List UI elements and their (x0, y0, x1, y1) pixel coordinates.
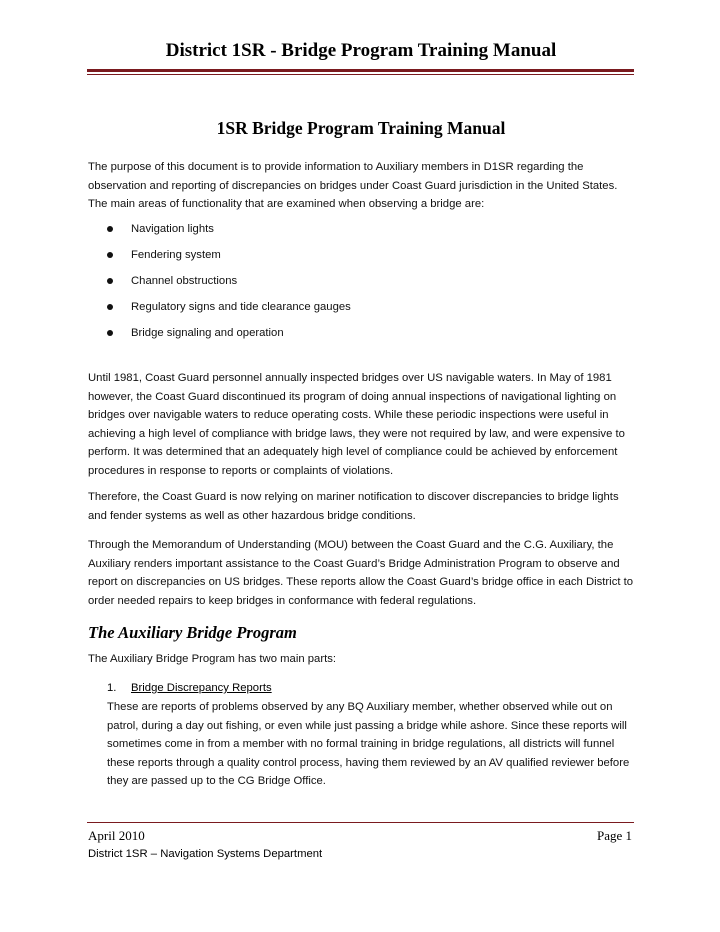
footer-department: District 1SR – Navigation Systems Department (88, 848, 323, 860)
list-item-text: Bridge signaling and operation (131, 327, 284, 339)
bullet-icon (107, 304, 113, 310)
list-item (107, 246, 607, 272)
running-header: District 1SR - Bridge Program Training Manual (165, 40, 557, 61)
document-title: 1SR Bridge Program Training Manual (216, 118, 506, 138)
header-rule-thin (87, 74, 634, 75)
page-number: Page 1 (596, 828, 632, 843)
list-item (107, 220, 607, 246)
footer-rule (87, 822, 634, 823)
list-item-text: Navigation lights (131, 223, 214, 235)
list-item (107, 298, 607, 324)
list-item (107, 324, 607, 350)
bullet-icon (107, 330, 113, 336)
item-body: These are reports of problems observed by any BQ Auxiliary member, whether observed while out on patrol, during a day out fishing, or even while just passing a bridge while ashore. Since these reports will sometimes come in from a member with no formal training in bridge regulations, all districts will funnel these reports through a quality control process, having them reviewed by an AV qualified reviewer before they are passed up to the CG Bridge Office. (107, 701, 630, 788)
section-heading: The Auxiliary Bridge Program (88, 623, 297, 642)
bullet-icon (107, 278, 113, 284)
therefore-paragraph: Therefore, the Coast Guard is now relying on mariner notification to discover discrepancies to bridge lights and fender systems as well as other hazardous bridge conditions. (88, 491, 619, 522)
mou-paragraph: Through the Memorandum of Understanding (MOU) between the Coast Guard and the C.G. Auxiliary, the Auxiliary renders important assistance to the Coast Guard’s Bridge Administration Program to observe and report on discrepancies on US bridges. These reports allow the Coast Guard’s bridge office in each District to order needed repairs to keep bridges in conformance with federal regulations. (88, 539, 634, 607)
parts-paragraph: The Auxiliary Bridge Program has two main parts: (88, 653, 337, 665)
bullet-icon (107, 226, 113, 232)
history-paragraph: Until 1981, Coast Guard personnel annually inspected bridges over US navigable waters. In May of 1981 however, the Coast Guard discontinued its program of doing annual inspections of navigational lighting on bridges over navigable waters to reduce operating costs. While these periodic inspections were useful in achieving a high level of compliance with bridge laws, they were not required by law, and were expensive to perform. It was determined that an adequately high level of compliance could be achieved by enforcement procedures in response to reports or complaints of violations. (88, 372, 625, 477)
list-item-text: Channel obstructions (131, 275, 238, 287)
item-title: Bridge Discrepancy Reports (131, 682, 272, 694)
footer-date: April 2010 (88, 828, 145, 843)
header-rule-thick (87, 69, 634, 72)
item-number: 1. (107, 682, 117, 694)
intro-paragraph: The purpose of this document is to provide information to Auxiliary members in D1SR regarding the observation and reporting of discrepancies on bridges under Coast Guard jurisdiction in the United States. The main areas of functionality that are examined when observing a bridge are: (88, 161, 618, 211)
list-item-text: Fendering system (131, 249, 221, 261)
list-item-text: Regulatory signs and tide clearance gauges (131, 301, 351, 313)
list-item (107, 272, 607, 298)
functionality-list (107, 220, 607, 350)
bullet-icon (107, 252, 113, 258)
